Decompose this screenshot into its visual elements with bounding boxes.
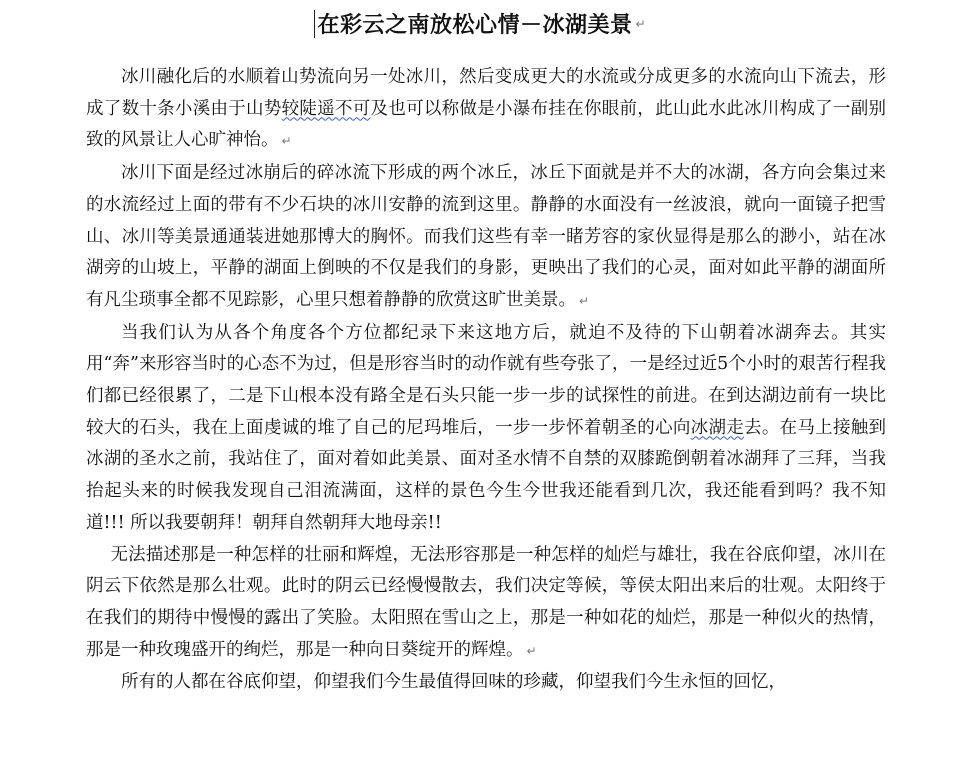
paragraph-text: 所有的人都在谷底仰望，仰望我们今生最值得回味的珍藏，仰望我们今生永恒的回忆，: [121, 672, 786, 693]
page-title: 在彩云之南放松心情－冰湖美景: [317, 13, 633, 38]
paragraph-text: 去。在马上接触到冰湖的圣水之前，我站住了，面对着如此美景、面对圣水情不自禁的双膝跪倒朝着冰湖拜了三拜，当我抬起头来的时候我发现自己泪流满面，这样的景色今生今世我还能看到几次，我还能看到吗？我不知道!!! 所以我要朝拜！朝拜自然朝拜大地母亲!!: [86, 417, 887, 533]
spelling-error-marked-text[interactable]: 冰湖走: [690, 417, 745, 438]
paragraph-3: [86, 318, 886, 540]
title-row: [0, 8, 960, 44]
document-body[interactable]: [86, 62, 886, 699]
spelling-error-marked-text[interactable]: 较陡遥不可: [281, 98, 371, 119]
paragraph-text: 当我们认为从各个角度各个方位都纪录下来这地方后，就迫不及待的下山朝着冰湖奔去。其实用“奔”来形容当时的心态不为过，但是形容当时的动作就有些夸张了，一是经过近5个小时的艰苦行程我们都已经很累了，二是下山根本没有路全是石头只能一步一步的试探性的前进。在到达湖边前有一块比较大的石头，我在上面虔诚的堆了自己的尼玛堆后，一步一步怀着朝圣的心向: [86, 322, 886, 438]
paragraph-mark-icon: ↵: [635, 17, 646, 31]
paragraph-text: 冰川融化后的水顺着山势流向另一处冰川，然后变成更大的水流或分成更多的水流向山下流去，形成了数十条小溪由于山势: [86, 67, 886, 119]
paragraph-text: 冰川下面是经过冰崩后的碎冰流下形成的两个冰丘，冰丘下面就是并不大的冰湖，各方向会集过来的水流经过上面的带有不少石块的冰川安静的流到这里。静静的水面没有一丝波浪，就向一面镜子把雪山、冰川等美景通通装进她那博大的胸怀。而我们这些有幸一睹芳容的家伙显得是那么的渺小，站在冰湖旁的山坡上，平静的湖面上倒映的不仅是我们的身影，更映出了我们的心灵，面对如此平静的湖面所有凡尘琐事全都不见踪影，心里只想着静静的欣赏这旷世美景。: [86, 163, 886, 310]
text-cursor: [314, 10, 315, 38]
paragraph-2: [86, 158, 886, 318]
paragraph-4: [86, 540, 886, 668]
paragraph-1: [86, 62, 886, 158]
paragraph-5: [86, 667, 886, 699]
paragraph-text: 无法描述那是一种怎样的壮丽和辉煌，无法形容那是一种怎样的灿烂与雄壮，我在谷底仰望，冰川在阴云下依然是那么壮观。此时的阴云已经慢慢散去，我们决定等候，等侯太阳出来后的壮观。太阳终于在我们的期待中慢慢的露出了笑脸。太阳照在雪山之上，那是一种如花的灿烂，那是一种似火的热情，那是一种玫瑰盛开的绚烂，那是一种向日葵绽开的辉煌。: [86, 544, 886, 660]
paragraph-mark-icon: ↵: [281, 134, 292, 149]
paragraph-text: 及也可以称做是小瀑布挂在你眼前，此山此水此冰川构成了一副别致的风景让人心旷神怡。: [86, 98, 886, 151]
paragraph-mark-icon: ↵: [579, 293, 590, 308]
paragraph-mark-icon: ↵: [526, 643, 537, 658]
